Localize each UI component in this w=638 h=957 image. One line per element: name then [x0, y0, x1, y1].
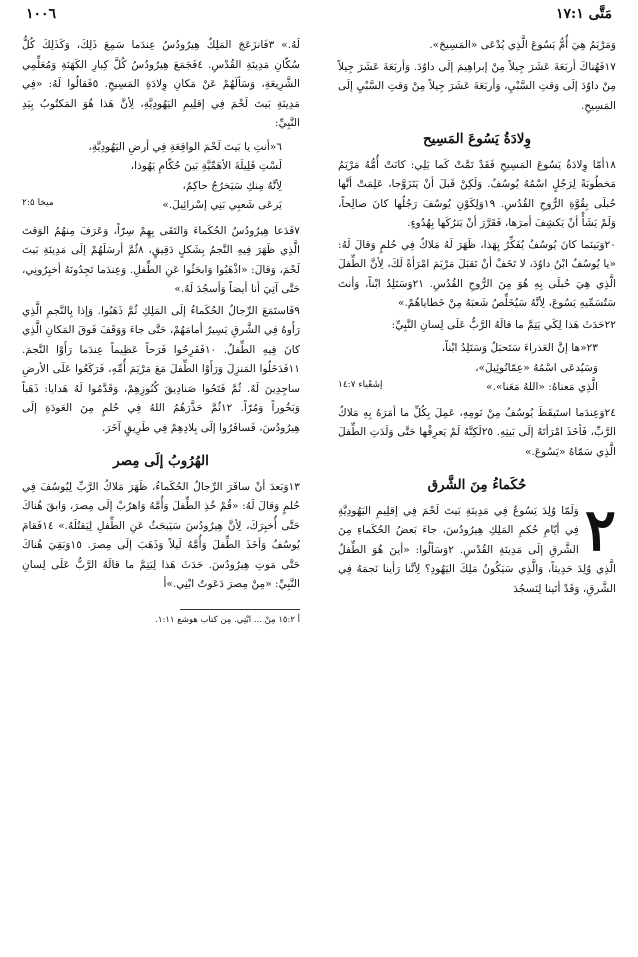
poem-line: يَرعَى شَعبِي بَنِي إسْرائِيلَ.» — [162, 199, 282, 211]
section-heading: الهُرُوبُ إلَى مِصر — [113, 453, 209, 469]
chapter-paragraph — [338, 495, 616, 600]
paragraph-text: وَلَمّا وُلِدَ يَسُوعُ فِي مَدِينَةِ بَيتَ لَحْمَ فِي إقلِيمِ اليَهُودِيَّةِ فِي أيّامِ حُكمِ المَلِكِ هِيرُودُسَ، جاءَ بَعضُ الحُكَماءِ مِنَ الشَّرقِ إلَى مَدِينَةِ القُدْسِ. ٢وَسَألُوا: «أينَ هُوَ الطِّفلُ الَّذِي وُلِدَ حَدِيثاً، وَالَّذِي سَيَكُونُ مَلِكَ اليَهُودِ؟ لِأنَّنا رَأينا نَجمَهُ فِي الشَّرقِ، وَقَدْ أتَينا لِنَسجُدَ — [338, 504, 616, 595]
paragraph: وَمَرْيَمُ هِيَ أُمُّ يَسُوعَ الَّذِي يُدْعَى «المَسِيحَ». — [429, 39, 616, 51]
paragraph: ٢٢حَدَثَ هَذا لِكَي يَتِمَّ ما قالَهُ الرَّبُّ عَلَى لِسانِ النَّبِيِّ: — [391, 318, 616, 331]
paragraph: ١٨أمّا وِلادَةُ يَسُوعَ المَسِيحِ فَقَدْ تَمَّتْ كَما يَلِي: كانَتْ أُمُّهُ مَرْيَمُ مَخطُوبَةً لِرَجُلٍ اسْمُهُ يُوسُفُ. وَلَكِنْ قَبلَ أنْ يَتَزَوَّجا، عَلِمَتْ أنَّها حُبلَى بِقُوَّةِ الرُّوحِ القُدُسِ. ١٩وَلِكَوْنِ يُوسُفَ رَجُلُها كانَ صالِحاً، وَلَمْ يَشَأْ أنْ يَكشِفَ أمرَها، فَقَرَّرَ أنْ يَترُكَها بِهُدُوءٍ. — [338, 158, 616, 229]
poem-line: وَسَيُدعَى اسْمُهُ «عِمّانُوئِيلَ»، — [475, 361, 598, 374]
section-heading: وِلادَةُ يَسُوعَ المَسِيح — [422, 131, 532, 147]
poem-line: الَّذِي مَعناهُ: «اللهُ مَعَنا».» — [486, 381, 598, 393]
page-header — [22, 6, 616, 28]
page-number: ١٠٠٦ — [26, 6, 57, 22]
poem-line: ٦«أنتِ يا بَيتَ لَحْمَ الواقِعَةِ فِي أرضِ اليَهُودِيَّةِ، — [88, 140, 282, 153]
paragraph: ١٧فَهُناكَ أربَعَةَ عَشَرَ جِيلاً مِنْ إبراهِيمَ إلَى داوُدَ. وَأربَعَةَ عَشَرَ جِيلاً مِنْ داوُدَ إلَى وَقتِ السَّبْيِ، وَأربَعَةَ عَشَرَ جِيلاً مِنْ وَقتِ السَّبْيِ إلَى المَسِيحِ. — [338, 60, 616, 112]
book-reference: مَتَّى ١٧:١ — [555, 6, 612, 22]
cross-reference: إشَعْياء ١٤:٧ — [338, 380, 383, 390]
poetry-quote — [338, 339, 598, 398]
poetry-quote — [22, 138, 282, 216]
paragraph: ٧فَدَعا هِيرُودُسُ الحُكَماءَ وَالتَقَى بِهِمْ سِرّاً، وَعَرَفَ مِنهُمُ الوَقتَ الَّذِي ظَهَرَ فِيهِ النَّجمُ بِشَكلٍ دَقِيقٍ، ٨ثُمَّ أرسَلَهُمْ إلَى مَدِينَةِ بَيتَ لَحْمَ، وَقالَ: «اذْهَبُوا وَابحَثُوا عَنِ الطِّفلِ. وَعِندَما تَجِدُونَهُ أخبِرُونِي، حَتَّى آتِيَ أنا أيضاً وَأسجُدَ لَهُ.» — [22, 224, 300, 295]
cross-reference: ميخا ٢:٥ — [22, 198, 54, 208]
paragraph: ٢٠وَبَينَما كانَ يُوسُفُ يُفَكِّرُ بِهَذا، ظَهَرَ لَهُ مَلاكٌ فِي حُلمٍ وَقالَ لَهُ: «يا يُوسُفُ ابْنُ داوُدَ، لا تَخَفْ أنْ تَقبَلَ مَرْيَمَ امْرَأةً لَكَ، لِأنَّ الطِّفلَ الَّذِي هِيَ حُبلَى بِهِ هُوَ مِنَ الرُّوحِ القُدُسِ. ٢١وَسَتَلِدُ ابْناً، وَأنتَ سَتُسَمِّيهِ يَسُوعَ، لِأنَّهُ سَيُخَلِّصُ شَعبَهُ مِنْ خَطاياهُمْ.» — [338, 238, 617, 309]
poem-line: لَسْتِ قَلِيلَةَ الأهَمِّيَّةِ بَينَ حُكّامِ يَهُوذا، — [130, 160, 282, 172]
paragraph: ٢٤وَعِندَما استَيقَظَ يُوسُفُ مِنْ نَومِهِ، عَمِلَ بِكُلِّ ما أمَرَهُ بِهِ مَلاكُ الرَّبِّ، فَأخَذَ امْرَأتَهُ إلَى بَيتِهِ. ٢٥لَكِنَّهُ لَمْ يَعرِفْها حَتَّى وَلَدَتِ الطِّفلَ الَّذِي سَمّاهُ «يَسُوعَ.» — [338, 406, 616, 458]
footnote-divider — [180, 609, 300, 610]
left-column — [22, 36, 300, 626]
paragraph: لَهُ.» ٣فَانزَعَجَ المَلِكُ هِيرُودُسُ عِندَما سَمِعَ ذَلِكَ، وَكَذَلِكَ كُلُّ سُكّانِ مَدِينَةِ القُدْسِ. ٤فَجَمَعَ هِيرُودُسُ كُلَّ كِبارِ الكَهَنَةِ وَمُعَلِّمِي الشَّرِيعَةِ، وَسَألَهُمْ عَنْ مَكانِ وِلادَةِ المَسِيحِ. ٥فَقالُوا لَهُ: «فِي مَدِينَةِ بَيتَ لَحْمَ فِي إقلِيمِ اليَهُودِيَّةِ، لِأنَّ هَذا هُوَ المَكتُوبُ بِيَدِ النَّبِيِّ: — [22, 39, 300, 129]
paragraph: ٩فَاستَمَعَ الرِّجالُ الحُكَماءُ إلَى المَلِكِ ثُمَّ ذَهَبُوا. وَإذا بِالنَّجمِ الَّذِي رَأَوهُ فِي الشَّرقِ يَسِيرُ أمامَهُمْ، حَتَّى جاءَ وَوَقَفَ فَوقَ المَكانِ الَّذِي كانَ فِيهِ الطِّفلُ. ١٠فَفَرِحُوا فَرَحاً عَظِيماً عِندَما رَأَوْا النَّجمَ. ١١فَدَخَلُوا المَنزِلَ وَرَأَوْا الطِّفلَ مَعَ مَرْيَمَ أُمِّهِ، فَرَكَعُوا عَلَى الأرضِ ساجِدِينَ لَهُ. ثُمَّ فَتَحُوا صَنادِيقَ كُنُوزِهِمْ، وَقَدَّمُوا لَهُ هَدايا: ذَهَباً وَبَخُوراً وَمُرّاً. ١٢ثُمَّ حَذَّرَهُمُ اللهُ فِي حُلمٍ مِنَ العَودَةِ إلَى هِيرُودُسَ، فَسافَرُوا إلَى بِلادِهِمْ فِي طَرِيقٍ آخَرَ. — [22, 304, 300, 434]
section-heading: حُكَماءُ مِنَ الشَّرق — [427, 477, 527, 493]
right-column — [338, 36, 616, 601]
poem-line: لِأنَّهُ مِنكِ سَيَخرُجُ حاكِمٌ، — [182, 179, 282, 192]
footnote: أ ١٥:٢ مِنْ ... ابْنِي. مِن كتاب هوشع ١:١١. — [155, 614, 300, 625]
chapter-number: ٢ — [584, 495, 616, 564]
poem-line: ٢٣«ها إنَّ العَذراءَ سَتَحبَلُ وَسَتَلِدُ ابْناً، — [441, 342, 598, 354]
paragraph: ١٣وَبَعدَ أنْ سافَرَ الرِّجالُ الحُكَماءُ، ظَهَرَ مَلاكُ الرَّبِّ لِيُوسُفَ فِي حُلمٍ وَقالَ لَهُ: «قُمْ خُذِ الطِّفلَ وَأُمَّهُ وَاهرُبْ إلَى مِصرَ، وَابقَ هُناكَ حَتَّى أُخبِرَكَ، لِأنَّ هِيرُودُسَ سَيَبحَثُ عَنِ الطِّفلِ لِيَقتُلَهُ.» ١٤فَقامَ يُوسُفُ وَأخَذَ الطِّفلَ وَأُمَّهُ لَيلاً وَذَهَبَ إلَى مِصرَ. ١٥وَبَقِيَ هُناكَ حَتَّى مَوتِ هِيرُودُسَ. حَدَثَ هَذا لِيَتِمَّ ما قالَهُ الرَّبُّ عَلَى لِسانِ النَّبِيِّ: «مِنْ مِصرَ دَعَوتُ ابْنِي.»أ — [22, 480, 300, 590]
